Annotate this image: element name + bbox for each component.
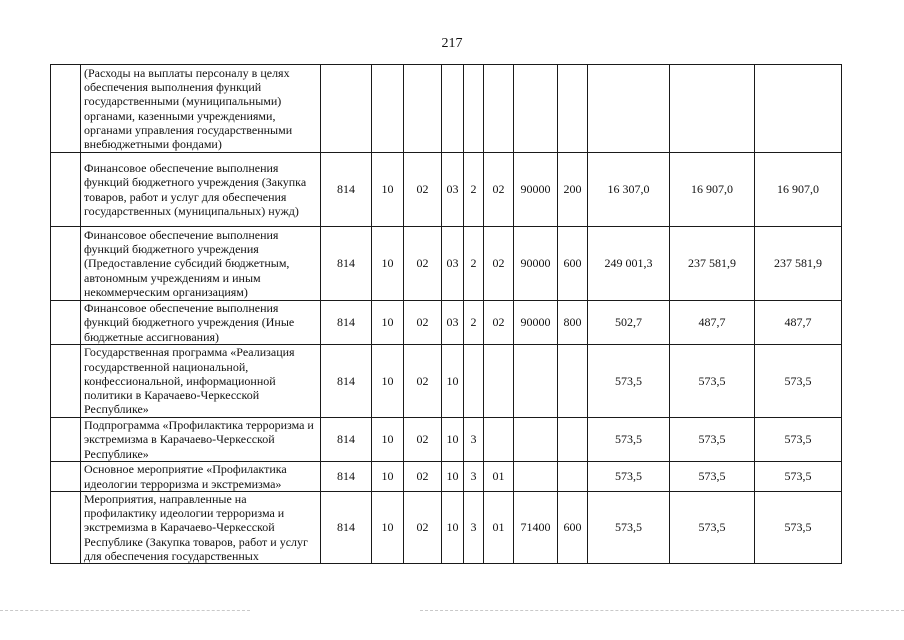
ministry-code-cell: 814 xyxy=(321,492,372,564)
subsection-cell: 02 xyxy=(404,153,442,227)
event-cell: 01 xyxy=(484,462,514,492)
subsection-cell: 02 xyxy=(404,462,442,492)
page-number: 217 xyxy=(441,36,463,51)
description-cell: Основное мероприятие «Профилактика идеологии терроризма и экстремизма» xyxy=(81,462,321,492)
program-cell: 10 xyxy=(442,492,464,564)
program-cell: 03 xyxy=(442,153,464,227)
event-cell: 02 xyxy=(484,301,514,345)
expense-type-cell xyxy=(558,65,588,153)
amount-year1-cell: 16 307,0 xyxy=(588,153,670,227)
amount-year3-cell: 16 907,0 xyxy=(755,153,842,227)
subsection-cell: 02 xyxy=(404,227,442,301)
direction-cell: 90000 xyxy=(514,227,558,301)
subprogram-cell: 2 xyxy=(464,227,484,301)
budget-table xyxy=(50,64,842,564)
subsection-cell: 02 xyxy=(404,418,442,462)
amount-year2-cell: 573,5 xyxy=(670,418,755,462)
scan-edge-line xyxy=(420,610,904,611)
row-number-cell xyxy=(51,153,81,227)
ministry-code-cell: 814 xyxy=(321,418,372,462)
subprogram-cell xyxy=(464,65,484,153)
expense-type-cell: 800 xyxy=(558,301,588,345)
row-number-cell xyxy=(51,227,81,301)
direction-cell: 90000 xyxy=(514,153,558,227)
amount-year2-cell: 573,5 xyxy=(670,345,755,418)
table-row xyxy=(51,153,842,227)
expense-type-cell: 600 xyxy=(558,227,588,301)
row-number-cell xyxy=(51,462,81,492)
subprogram-cell: 3 xyxy=(464,462,484,492)
subsection-cell: 02 xyxy=(404,345,442,418)
table-row xyxy=(51,462,842,492)
table-row xyxy=(51,492,842,564)
amount-year1-cell: 249 001,3 xyxy=(588,227,670,301)
amount-year3-cell: 237 581,9 xyxy=(755,227,842,301)
program-cell: 10 xyxy=(442,418,464,462)
amount-year3-cell: 573,5 xyxy=(755,492,842,564)
row-number-cell xyxy=(51,418,81,462)
event-cell xyxy=(484,418,514,462)
amount-year3-cell: 573,5 xyxy=(755,345,842,418)
amount-year1-cell: 573,5 xyxy=(588,492,670,564)
row-number-cell xyxy=(51,345,81,418)
section-cell: 10 xyxy=(372,301,404,345)
amount-year2-cell: 16 907,0 xyxy=(670,153,755,227)
program-cell xyxy=(442,65,464,153)
section-cell: 10 xyxy=(372,492,404,564)
table-row xyxy=(51,345,842,418)
row-number-cell xyxy=(51,65,81,153)
subsection-cell: 02 xyxy=(404,492,442,564)
direction-cell xyxy=(514,65,558,153)
section-cell xyxy=(372,65,404,153)
description-cell: Государственная программа «Реализация государственной национальной, конфессиональной, информационной политики в Карачаево-Черкесской Республике» xyxy=(81,345,321,418)
amount-year3-cell: 573,5 xyxy=(755,418,842,462)
amount-year2-cell: 487,7 xyxy=(670,301,755,345)
direction-cell xyxy=(514,418,558,462)
amount-year1-cell xyxy=(588,65,670,153)
section-cell: 10 xyxy=(372,227,404,301)
program-cell: 03 xyxy=(442,301,464,345)
section-cell: 10 xyxy=(372,153,404,227)
section-cell: 10 xyxy=(372,345,404,418)
amount-year3-cell: 487,7 xyxy=(755,301,842,345)
ministry-code-cell xyxy=(321,65,372,153)
amount-year2-cell xyxy=(670,65,755,153)
direction-cell: 71400 xyxy=(514,492,558,564)
subprogram-cell: 2 xyxy=(464,153,484,227)
description-cell: Мероприятия, направленные на профилактику идеологии терроризма и экстремизма в Карачаево-Черкесской Республике (Закупка товаров, работ и услуг для обеспечения государственных xyxy=(81,492,321,564)
table-row xyxy=(51,227,842,301)
program-cell: 03 xyxy=(442,227,464,301)
program-cell: 10 xyxy=(442,462,464,492)
event-cell: 02 xyxy=(484,227,514,301)
amount-year2-cell: 237 581,9 xyxy=(670,227,755,301)
scan-edge-line xyxy=(0,610,250,611)
direction-cell xyxy=(514,462,558,492)
table-row xyxy=(51,418,842,462)
amount-year1-cell: 573,5 xyxy=(588,418,670,462)
ministry-code-cell: 814 xyxy=(321,462,372,492)
amount-year3-cell xyxy=(755,65,842,153)
description-cell: Финансовое обеспечение выполнения функций бюджетного учреждения (Закупка товаров, работ и услуг для обеспечения государственных (муниципальных) нужд) xyxy=(81,153,321,227)
direction-cell xyxy=(514,345,558,418)
table-row xyxy=(51,65,842,153)
amount-year1-cell: 502,7 xyxy=(588,301,670,345)
ministry-code-cell: 814 xyxy=(321,153,372,227)
event-cell: 01 xyxy=(484,492,514,564)
ministry-code-cell: 814 xyxy=(321,227,372,301)
event-cell xyxy=(484,345,514,418)
section-cell: 10 xyxy=(372,462,404,492)
description-cell: Подпрограмма «Профилактика терроризма и экстремизма в Карачаево-Черкесской Республике» xyxy=(81,418,321,462)
table-row xyxy=(51,301,842,345)
description-cell: Финансовое обеспечение выполнения функций бюджетного учреждения (Иные бюджетные ассигнования) xyxy=(81,301,321,345)
amount-year2-cell: 573,5 xyxy=(670,492,755,564)
event-cell: 02 xyxy=(484,153,514,227)
ministry-code-cell: 814 xyxy=(321,301,372,345)
subprogram-cell: 3 xyxy=(464,418,484,462)
subprogram-cell xyxy=(464,345,484,418)
row-number-cell xyxy=(51,301,81,345)
event-cell xyxy=(484,65,514,153)
description-cell: Финансовое обеспечение выполнения функций бюджетного учреждения (Предоставление субсидий бюджетным, автономным учреждениям и иным некоммерческим организациям) xyxy=(81,227,321,301)
expense-type-cell: 600 xyxy=(558,492,588,564)
expense-type-cell xyxy=(558,462,588,492)
expense-type-cell: 200 xyxy=(558,153,588,227)
subprogram-cell: 3 xyxy=(464,492,484,564)
amount-year2-cell: 573,5 xyxy=(670,462,755,492)
description-cell: (Расходы на выплаты персоналу в целях обеспечения выполнения функций государственными (муниципальными) органами, казенными учреждениями, органами управления государственными внебюджетными фондами) xyxy=(81,65,321,153)
subsection-cell xyxy=(404,65,442,153)
amount-year1-cell: 573,5 xyxy=(588,345,670,418)
row-number-cell xyxy=(51,492,81,564)
section-cell: 10 xyxy=(372,418,404,462)
subprogram-cell: 2 xyxy=(464,301,484,345)
ministry-code-cell: 814 xyxy=(321,345,372,418)
program-cell: 10 xyxy=(442,345,464,418)
subsection-cell: 02 xyxy=(404,301,442,345)
direction-cell: 90000 xyxy=(514,301,558,345)
expense-type-cell xyxy=(558,345,588,418)
amount-year3-cell: 573,5 xyxy=(755,462,842,492)
expense-type-cell xyxy=(558,418,588,462)
amount-year1-cell: 573,5 xyxy=(588,462,670,492)
